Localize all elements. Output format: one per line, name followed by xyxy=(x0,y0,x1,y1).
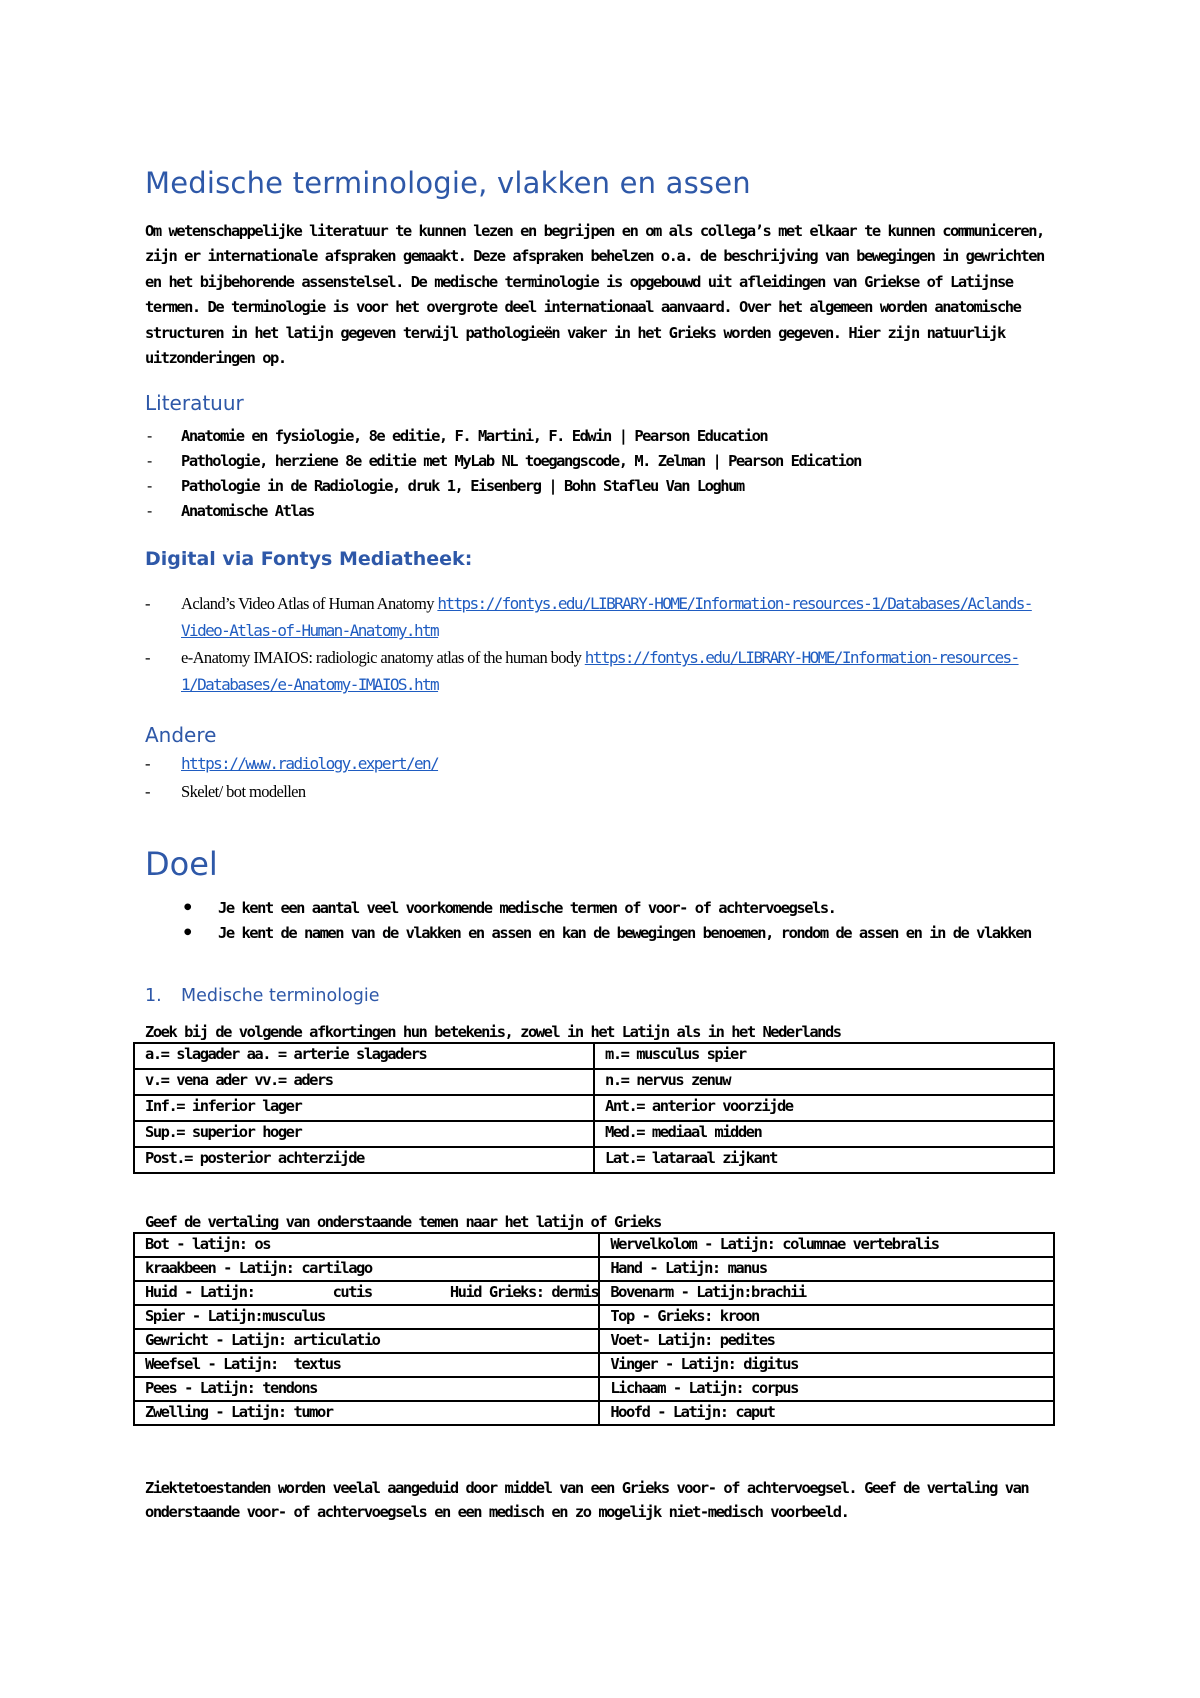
table-row xyxy=(134,1377,1054,1401)
document-title: Medische terminologie, vlakken en assen xyxy=(145,166,751,200)
radiology-expert-link[interactable]: https://www.radiology.expert/en/ xyxy=(181,754,439,774)
table-cell: Lat.= lataraal zijkant xyxy=(594,1147,1054,1173)
table-row xyxy=(134,1147,1054,1173)
andere-item xyxy=(145,750,1057,778)
digital-list xyxy=(145,590,1057,698)
table-row xyxy=(134,1305,1054,1329)
table-row xyxy=(134,1095,1054,1121)
andere-heading: Andere xyxy=(145,723,217,748)
table-cell: Pees - Latijn: tendons xyxy=(134,1377,599,1401)
intro-paragraph: Om wetenschappelijke literatuur te kunnen lezen en begrijpen en om als collega’s met elkaar te kunnen communiceren, zijn er internationale afspraken gemaakt. Deze afspraken behelzen o.a. de beschrijving van bewegingen in gewrichten en het bijbehorende assenstelsel. De medische terminologie is opgebouwd uit afleidingen van Griekse of Latijnse termen. De terminologie is voor het overgrote deel internationaal aanvaard. Over het algemeen worden anatomische structuren in het latijn gegeven terwijl pathologieën vaker in het Grieks worden gegeven. Hier zijn natuurlijk uitzonderingen op. xyxy=(145,222,1044,368)
table-cell: m.= musculus spier xyxy=(594,1043,1054,1069)
literatuur-item: - Anatomie en fysiologie, 8e editie, F. Martini, F. Edwin | Pearson Education xyxy=(145,424,1057,449)
digital-item xyxy=(145,590,1057,644)
table-row xyxy=(134,1043,1054,1069)
table-cell: Lichaam - Latijn: corpus xyxy=(599,1377,1054,1401)
table-cell: v.= vena ader vv.= aders xyxy=(134,1069,594,1095)
table-cell: Spier - Latijn:musculus xyxy=(134,1305,599,1329)
digital-item xyxy=(145,644,1057,698)
table-cell: Huid - Latijn: cutis Huid Grieks: dermis xyxy=(134,1281,599,1305)
table-cell: Sup.= superior hoger xyxy=(134,1121,594,1147)
doel-item: • Je kent de namen van de vlakken en assen en kan de bewegingen benoemen, rondom de assen en in de vlakken xyxy=(145,921,1057,946)
table-cell: Bovenarm - Latijn:brachii xyxy=(599,1281,1054,1305)
section-title: Medische terminologie xyxy=(181,986,380,1007)
table-row xyxy=(134,1257,1054,1281)
table-cell: Vinger - Latijn: digitus xyxy=(599,1353,1054,1377)
table-cell: Inf.= inferior lager xyxy=(134,1095,594,1121)
table-cell: Bot - latijn: os xyxy=(134,1233,599,1257)
literatuur-item: - Pathologie in de Radiologie, druk 1, Eisenberg | Bohn Stafleu Van Loghum xyxy=(145,474,1057,499)
andere-list xyxy=(145,750,1057,806)
table-cell: Wervelkolom - Latijn: columnae vertebralis xyxy=(599,1233,1054,1257)
closing-paragraph: Ziektetoestanden worden veelal aangeduid door middel van een Grieks voor- of achtervoegsel. Geef de vertaling van onderstaande voor- of achtervoegsels en een medisch en zo mogelijk niet-medisch voorbeeld. xyxy=(145,1479,1029,1522)
table2-caption: Geef de vertaling van onderstaande temen naar het latijn of Grieks xyxy=(145,1213,661,1232)
literatuur-heading: Literatuur xyxy=(145,391,244,416)
table-row xyxy=(134,1353,1054,1377)
table-cell: Post.= posterior achterzijde xyxy=(134,1147,594,1173)
literatuur-item: - Anatomische Atlas xyxy=(145,499,1057,524)
section-heading xyxy=(145,984,1057,1008)
section-number: 1. xyxy=(145,986,162,1007)
table-row xyxy=(134,1281,1054,1305)
table-cell: Hoofd - Latijn: caput xyxy=(599,1401,1054,1425)
digital-heading: Digital via Fontys Mediatheek: xyxy=(145,548,473,571)
table-cell: Zwelling - Latijn: tumor xyxy=(134,1401,599,1425)
table-cell: a.= slagader aa. = arterie slagaders xyxy=(134,1043,594,1069)
doel-item: • Je kent een aantal veel voorkomende medische termen of voor- of achtervoegsels. xyxy=(145,896,1057,921)
doel-list xyxy=(145,896,1057,946)
digital-item-text: Acland’s Video Atlas of Human Anatomy xyxy=(181,594,438,614)
table-cell: Top - Grieks: kroon xyxy=(599,1305,1054,1329)
table-row xyxy=(134,1233,1054,1257)
aclands-link[interactable]: https://fontys.edu/LIBRARY-HOME/Information-resources-1/Databases/Aclands-Video-Atlas-of-Human-Anatomy.htm xyxy=(181,594,1032,641)
document-content xyxy=(145,165,1057,1524)
imaios-link[interactable]: https://fontys.edu/LIBRARY-HOME/Information-resources-1/Databases/e-Anatomy-IMAIOS.htm xyxy=(181,648,1019,695)
digital-item-text: e-Anatomy IMAIOS: radiologic anatomy atlas of the human body xyxy=(181,648,585,668)
table-row xyxy=(134,1069,1054,1095)
literatuur-list xyxy=(145,424,1057,524)
table1-caption: Zoek bij de volgende afkortingen hun betekenis, zowel in het Latijn als in het Nederlands xyxy=(145,1023,841,1042)
translation-table xyxy=(133,1232,1055,1426)
table-cell: Weefsel - Latijn: textus xyxy=(134,1353,599,1377)
table-cell: Voet- Latijn: pedites xyxy=(599,1329,1054,1353)
andere-item: - Skelet/ bot modellen xyxy=(145,778,1057,806)
table-cell: kraakbeen - Latijn: cartilago xyxy=(134,1257,599,1281)
table-cell: Ant.= anterior voorzijde xyxy=(594,1095,1054,1121)
table-row xyxy=(134,1329,1054,1353)
doel-heading: Doel xyxy=(145,845,218,884)
table-cell: Hand - Latijn: manus xyxy=(599,1257,1054,1281)
table-row xyxy=(134,1121,1054,1147)
table-cell: Med.= mediaal midden xyxy=(594,1121,1054,1147)
table-cell: n.= nervus zenuw xyxy=(594,1069,1054,1095)
abbreviations-table xyxy=(133,1042,1055,1174)
table-cell: Gewricht - Latijn: articulatio xyxy=(134,1329,599,1353)
table-row xyxy=(134,1401,1054,1425)
literatuur-item: - Pathologie, herziene 8e editie met MyLab NL toegangscode, M. Zelman | Pearson Edication xyxy=(145,449,1057,474)
